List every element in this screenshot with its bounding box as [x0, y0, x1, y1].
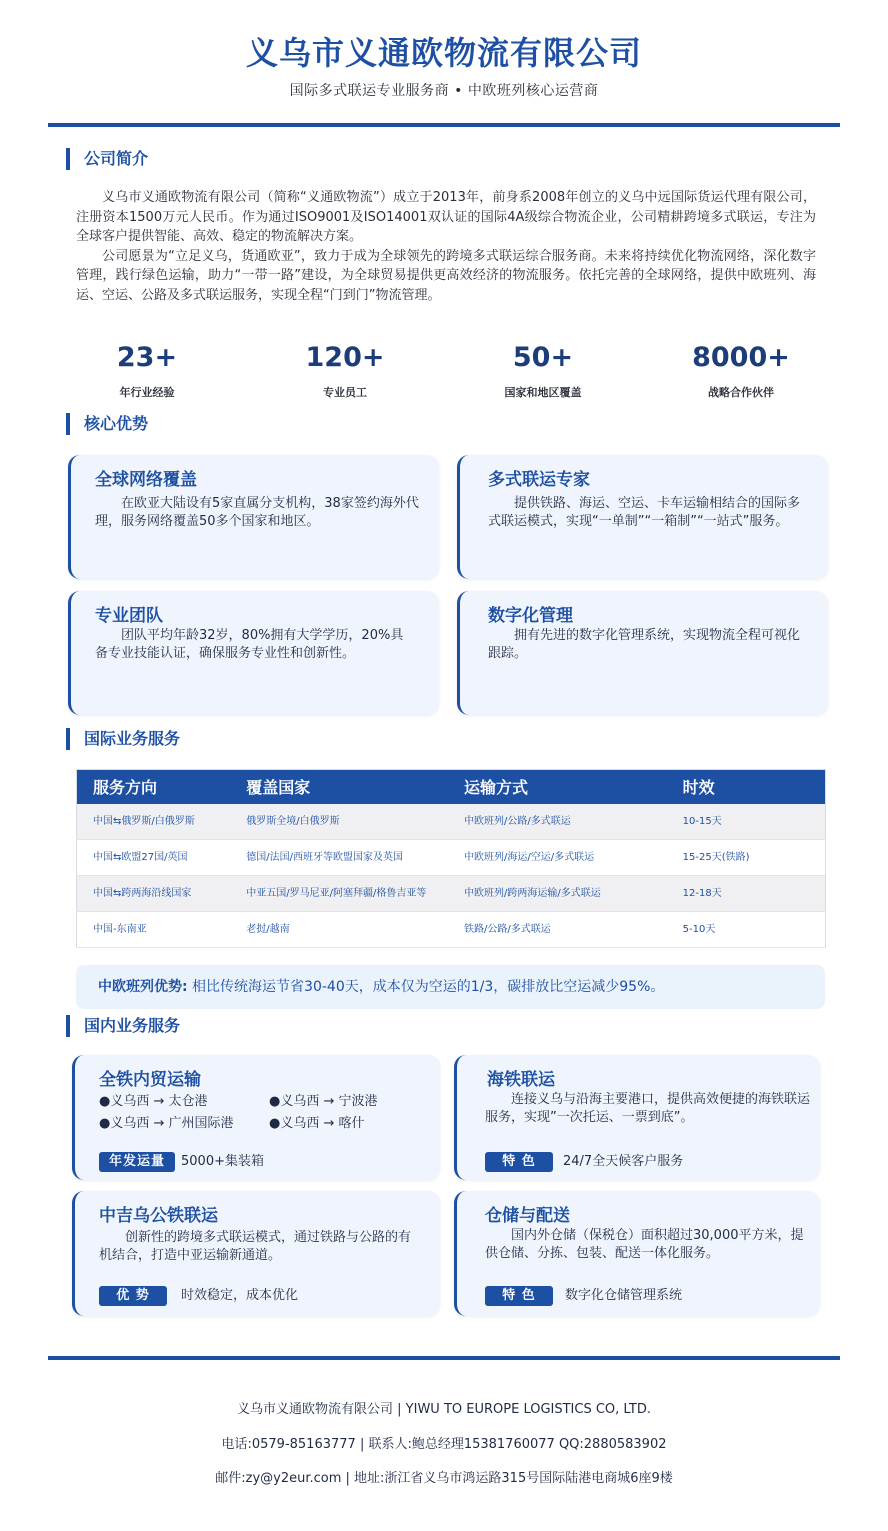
- company-title: 义乌市义通欧物流有限公司: [245, 34, 642, 72]
- table-cell: 中国⇆俄罗斯/白俄罗斯: [77, 804, 231, 840]
- table-cell: 中国⇆跨两海沿线国家: [77, 876, 231, 912]
- card-title: 仓储与配送: [485, 1206, 570, 1226]
- route-item: ●义乌西 → 广州国际港: [99, 1116, 234, 1131]
- route-item: ●义乌西 → 太仓港: [99, 1094, 208, 1109]
- intro-paragraph-1: 义乌市义通欧物流有限公司（简称“义通欧物流”）成立于2013年，前身系2008年创立的义乌中远国际货运代理有限公司，注册资本1500万元人民币。作为通过ISO9001及ISO14001双认证的国际4A级综合物流企业，公司精耕跨境多式联运，专注为全球客户提供智能、高效、稳定的物流解决方案。: [76, 190, 816, 244]
- feature-text: 5000+集装箱: [181, 1154, 264, 1169]
- feature-tag: 特 色: [485, 1286, 553, 1306]
- column-header: 覆盖国家: [230, 770, 448, 804]
- table-cell: 10-15天: [667, 804, 826, 840]
- table-cell: 铁路/公路/多式联运: [448, 912, 667, 948]
- card-title: 全球网络覆盖: [95, 470, 197, 490]
- table-cell: 德国/法国/西班牙等欧盟国家及英国: [230, 840, 448, 876]
- card-body: 拥有先进的数字化管理系统，实现物流全程可视化跟踪。: [488, 628, 801, 661]
- china-europe-rail-advantage-banner: [76, 965, 825, 1009]
- table-cell: 俄罗斯全境/白俄罗斯: [230, 804, 448, 840]
- column-header: 运输方式: [448, 770, 667, 804]
- domestic-card-rail: [72, 1055, 440, 1180]
- card-body: 国内外仓储（保税仓）面积超过30,000平方米，提供仓储、分拣、包装、配送一体化服务。: [485, 1228, 804, 1261]
- feature-tag: 优 势: [99, 1286, 167, 1306]
- stat-label: 国家和地区覆盖: [504, 386, 582, 399]
- card-title: 多式联运专家: [488, 470, 590, 490]
- table-row: [77, 804, 826, 840]
- domestic-card-china-kyrgyzstan-uzbekistan: [72, 1191, 440, 1316]
- table-row: [77, 840, 826, 876]
- card-title: 海铁联运: [487, 1070, 555, 1090]
- feature-text: 数字化仓储管理系统: [565, 1288, 683, 1303]
- feature-tag: 年发运量: [99, 1152, 175, 1172]
- stat-value: 120+: [305, 342, 385, 373]
- feature-text: 时效稳定，成本优化: [181, 1288, 299, 1303]
- card-title: 全铁内贸运输: [99, 1070, 201, 1090]
- advantage-card-network: [68, 455, 439, 579]
- section-title-intro: 公司简介: [66, 148, 148, 170]
- stat-item: [48, 340, 246, 400]
- card-body: 连接义乌与沿海主要港口，提供高效便捷的海铁联运服务，实现”一次托运、一票到底”。: [485, 1092, 811, 1125]
- section-title-domestic: 国内业务服务: [66, 1015, 180, 1037]
- international-services-table: [76, 769, 826, 948]
- table-cell: 12-18天: [667, 876, 826, 912]
- card-title: 数字化管理: [488, 606, 573, 626]
- banner-text: 相比传统海运节省30-40天，成本仅为空运的1/3，碳排放比空运减少95%。: [187, 979, 665, 995]
- table-cell: 中欧班列/跨两海运输/多式联运: [448, 876, 667, 912]
- table-cell: 老挝/越南: [230, 912, 448, 948]
- table-cell: 中国⇆欧盟27国/英国: [77, 840, 231, 876]
- company-subtitle: 国际多式联运专业服务商 • 中欧班列核心运营商: [289, 83, 599, 99]
- stats-row: [48, 340, 840, 400]
- stat-value: 8000+: [692, 342, 790, 373]
- footer-company: 义乌市义通欧物流有限公司 | YIWU TO EUROPE LOGISTICS CO, LTD.: [237, 1402, 651, 1417]
- section-title-international: 国际业务服务: [66, 728, 180, 750]
- table-row: [77, 876, 826, 912]
- advantage-card-digital: [457, 591, 828, 715]
- card-body: 团队平均年龄32岁，80%拥有大学学历，20%具备专业技能认证，确保服务专业性和创新性。: [95, 628, 404, 661]
- feature-tag: 特 色: [485, 1152, 553, 1172]
- route-item: ●义乌西 → 宁波港: [269, 1094, 378, 1109]
- table-cell: 中国-东南亚: [77, 912, 231, 948]
- table-cell: 15-25天(铁路): [667, 840, 826, 876]
- route-item: ●义乌西 → 喀什: [269, 1116, 365, 1131]
- stat-item: [444, 340, 642, 400]
- card-body: 创新性的跨境多式联运模式，通过铁路与公路的有机结合，打造中亚运输新通道。: [99, 1230, 412, 1263]
- advantage-card-team: [68, 591, 439, 715]
- footer-contact: 电话:0579-85163777 | 联系人:鲍总经理15381760077 QQ:2880583902: [221, 1437, 667, 1452]
- card-title: 中吉乌公铁联运: [99, 1206, 218, 1226]
- stat-value: 50+: [512, 342, 574, 373]
- section-title-advantages: 核心优势: [66, 413, 148, 435]
- intro-text: [76, 188, 816, 305]
- intro-paragraph-2: 公司愿景为“立足义乌，货通欧亚”，致力于成为全球领先的跨境多式联运综合服务商。未来将持续优化物流网络，深化数字管理，践行绿色运输，助力“一带一路”建设，为全球贸易提供更高效经济的物流服务。依托完善的全球网络，提供中欧班列、海运、空运、公路及多式联运服务，实现全程“门到门”物流管理。: [76, 248, 816, 303]
- stat-value: 23+: [116, 342, 178, 373]
- stat-label: 专业员工: [323, 386, 367, 399]
- feature-text: 24/7全天候客户服务: [563, 1154, 684, 1169]
- table-cell: 5-10天: [667, 912, 826, 948]
- table-row: [77, 912, 826, 948]
- footer-divider: [48, 1356, 840, 1360]
- column-header: 服务方向: [77, 770, 231, 804]
- table-cell: 中亚五国/罗马尼亚/阿塞拜疆/格鲁吉亚等: [230, 876, 448, 912]
- domestic-card-warehouse: [454, 1191, 820, 1316]
- card-body: 提供铁路、海运、空运、卡车运输相结合的国际多式联运模式，实现“一单制”“一箱制”“一站式”服务。: [488, 496, 801, 529]
- footer-address: 邮件:zy@y2eur.com | 地址:浙江省义乌市鸿运路315号国际陆港电商城6座9楼: [215, 1471, 673, 1486]
- header-divider: [48, 123, 840, 127]
- column-header: 时效: [667, 770, 826, 804]
- stat-item: [246, 340, 444, 400]
- card-title: 专业团队: [95, 606, 163, 626]
- card-body: 在欧亚大陆设有5家直属分支机构，38家签约海外代理，服务网络覆盖50多个国家和地区。: [95, 496, 419, 529]
- stat-item: [642, 340, 840, 400]
- domestic-card-sea-rail: [454, 1055, 820, 1180]
- table-cell: 中欧班列/海运/空运/多式联运: [448, 840, 667, 876]
- route-list: [99, 1091, 419, 1135]
- table-header-row: [77, 770, 826, 804]
- stat-label: 战略合作伙伴: [708, 386, 774, 399]
- stat-label: 年行业经验: [119, 386, 175, 399]
- banner-label: 中欧班列优势:: [98, 979, 188, 995]
- table-cell: 中欧班列/公路/多式联运: [448, 804, 667, 840]
- advantage-card-multimodal: [457, 455, 828, 579]
